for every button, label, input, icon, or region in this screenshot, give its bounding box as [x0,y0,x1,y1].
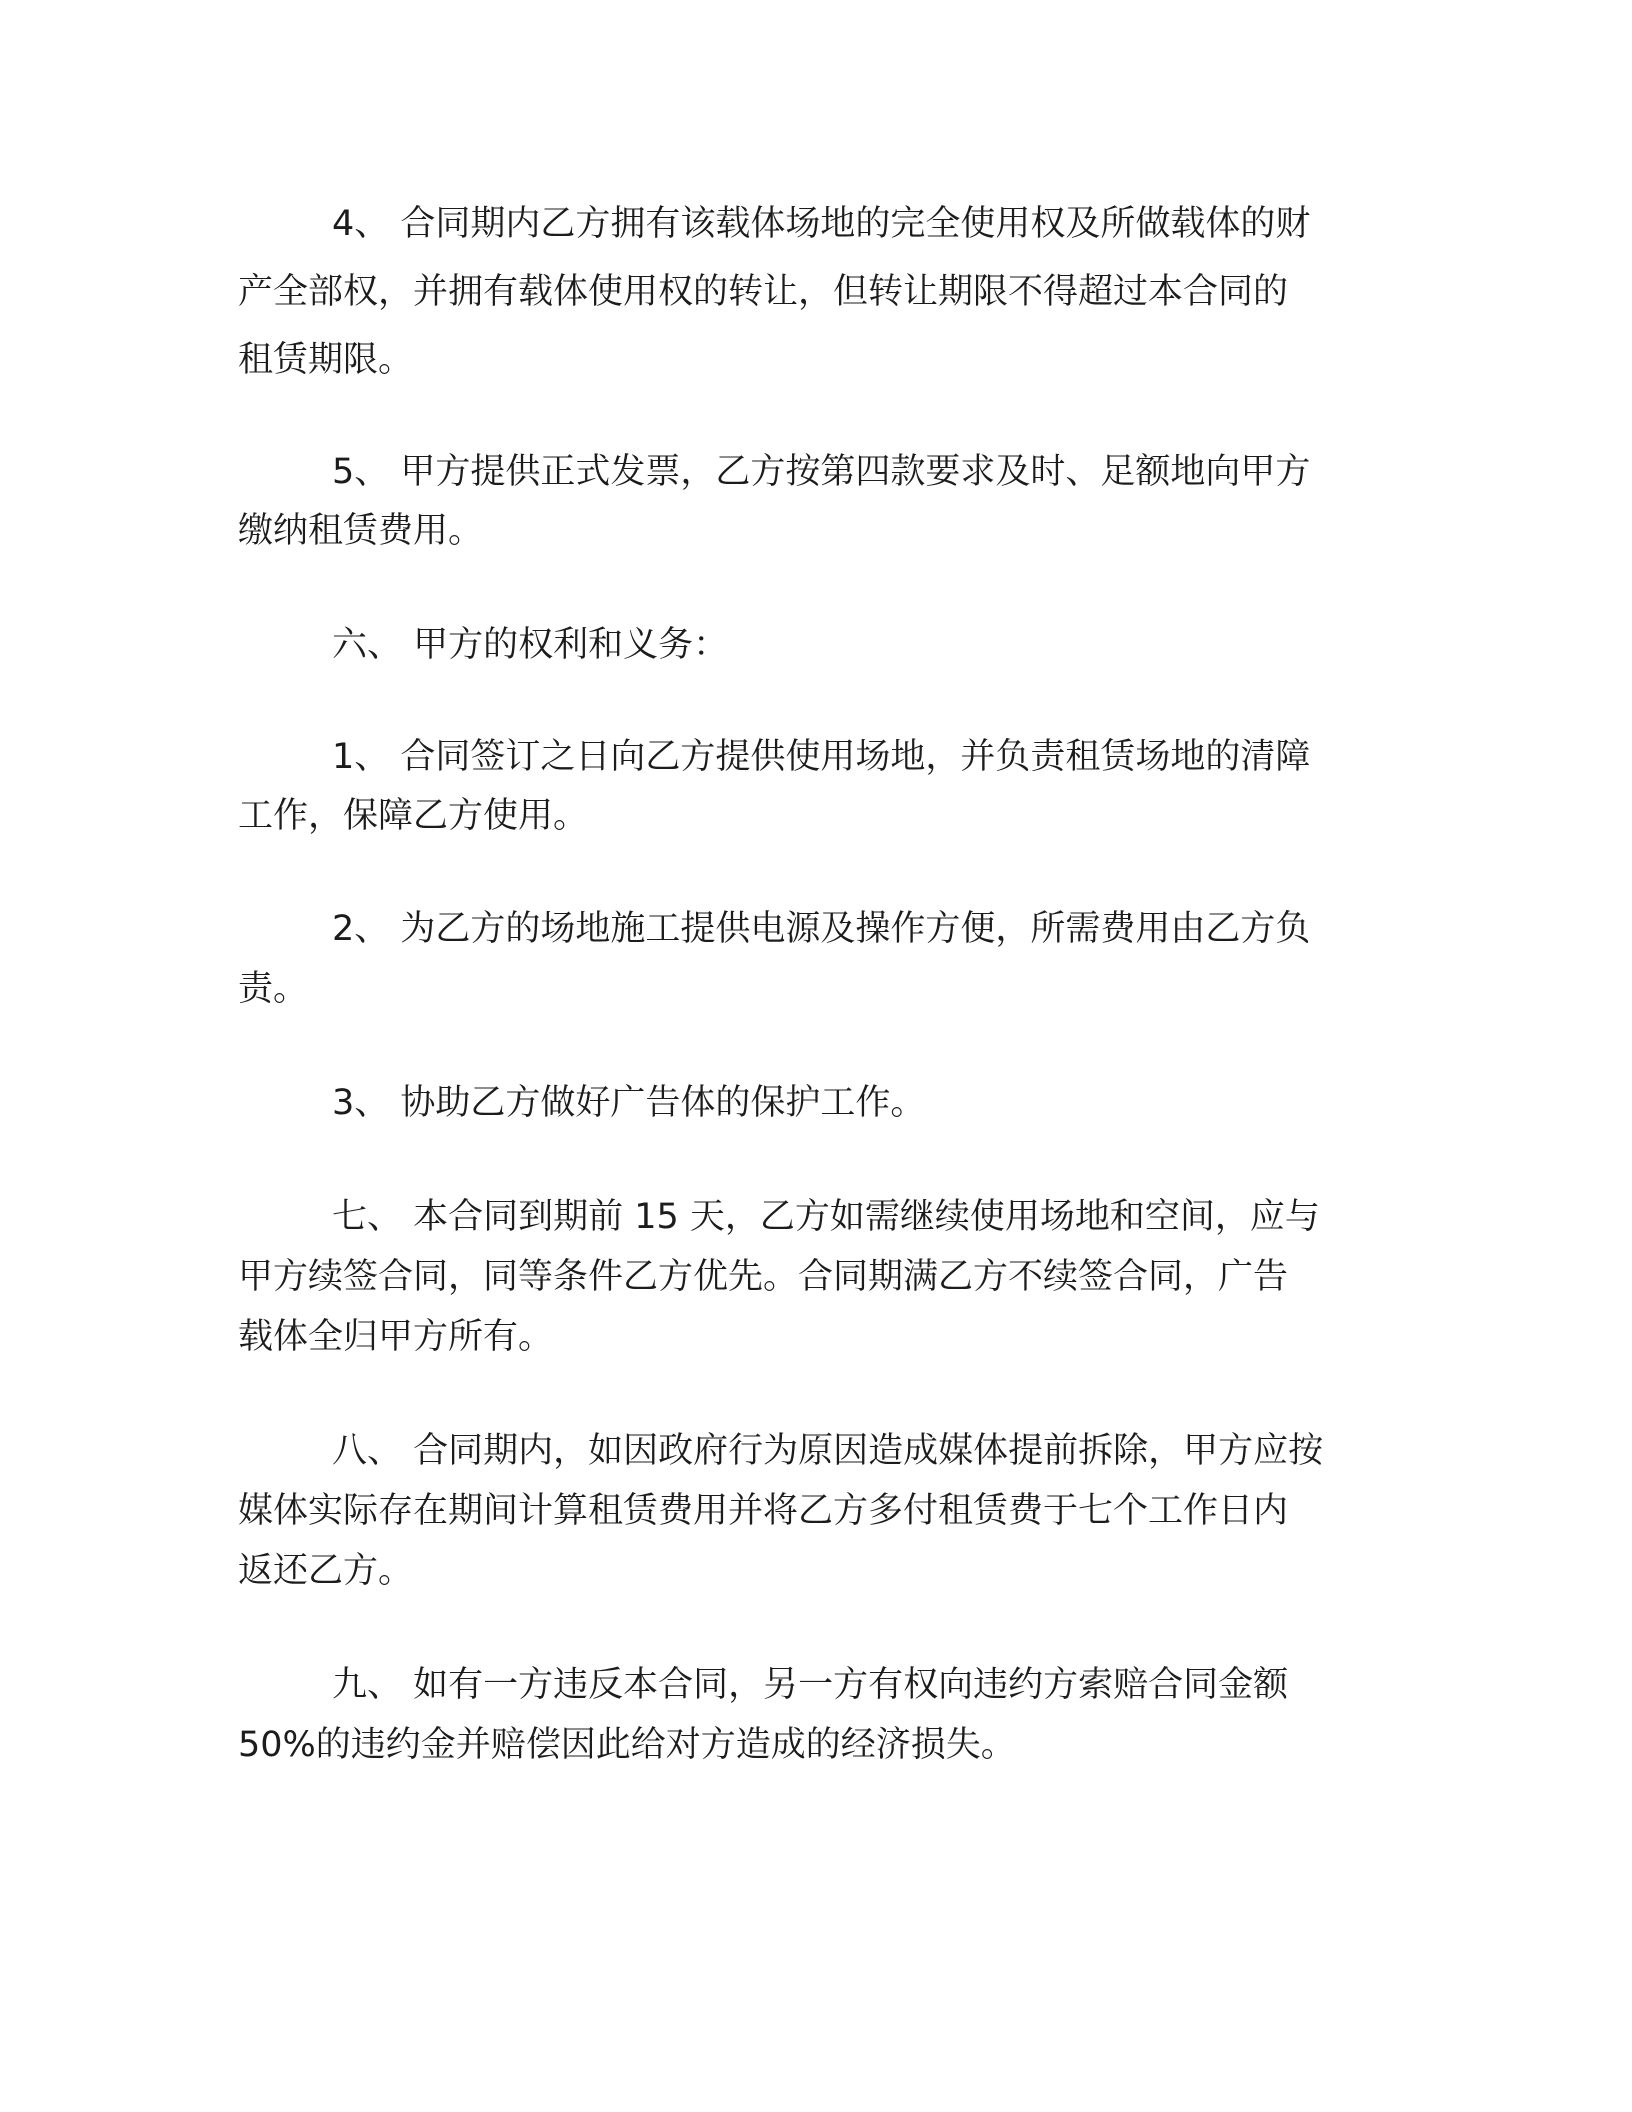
section-8-line-2: 媒体实际存在期间计算租赁费用并将乙方多付租赁费于七个工作日内 [238,1491,1289,1531]
clause-6-1-line-1: 1、 合同签订之日向乙方提供使用场地，并负责租赁场地的清障 [332,737,1311,777]
clause-5-5-line-1: 5、 甲方提供正式发票，乙方按第四款要求及时、足额地向甲方 [332,452,1311,492]
section-8-line-1: 八、 合同期内，如因政府行为原因造成媒体提前拆除，甲方应按 [332,1431,1324,1471]
clause-5-5-line-2: 缴纳租赁费用。 [238,511,484,551]
section-9-line-1: 九、 如有一方违反本合同，另一方有权向违约方索赔合同金额 [332,1665,1289,1705]
section-9 [238,1647,1398,1784]
section-7-line-3: 载体全归甲方所有。 [238,1317,554,1357]
section-7-line-1: 七、 本合同到期前 15 天，乙方如需继续使用场地和空间，应与 [332,1197,1320,1237]
clause-6-2 [238,891,1398,1028]
clause-6-1-line-2: 工作，保障乙方使用。 [238,796,589,836]
section-8 [238,1413,1398,1610]
clause-6-3 [238,1065,1398,1142]
section-8-line-3: 返还乙方。 [238,1551,414,1591]
clause-5-4 [238,186,1398,399]
section-6-heading [238,607,1398,684]
document-page [238,186,1398,1784]
clause-6-2-line-2: 责。 [238,969,309,1009]
section-9-line-2: 50%的违约金并赔偿因此给对方造成的经济损失。 [238,1725,1016,1765]
section-6-heading-line: 六、 甲方的权利和义务： [332,625,729,665]
clause-5-5 [238,434,1398,570]
clause-5-4-line-2: 产全部权，并拥有载体使用权的转让，但转让期限不得超过本合同的 [238,272,1289,312]
clause-6-3-line-1: 3、 协助乙方做好广告体的保护工作。 [332,1083,926,1123]
clause-6-2-line-1: 2、 为乙方的场地施工提供电源及操作方便，所需费用由乙方负 [332,909,1311,949]
section-7-line-2: 甲方续签合同，同等条件乙方优先。合同期满乙方不续签合同，广告 [238,1257,1289,1297]
clause-5-4-line-1: 4、 合同期内乙方拥有该载体场地的完全使用权及所做载体的财 [332,204,1311,244]
clause-6-1 [238,719,1398,855]
clause-5-4-line-3: 租赁期限。 [238,340,414,380]
section-7 [238,1179,1398,1376]
